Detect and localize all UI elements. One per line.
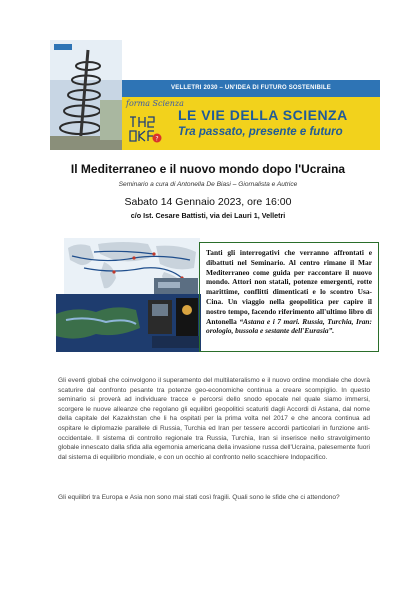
forma-scienza-logo <box>126 111 162 145</box>
seminar-summary-intro: Tanti gli interrogativi che verranno affrontati e dibattuti nel Seminario. Al centro rimane il Mar Mediterraneo come guida per raccontare il nuovo mondo. Attori non statali, potenze emergenti, rotte marittime, conflitti dimenticati e lo scontro Usa-Cina. Un viaggio nella geopolitica per capire il nostro tempo, facendo riferimento all'ultimo libro di Antonella <box>206 248 372 326</box>
shipping-routes-map-image <box>64 238 200 296</box>
event-date-time: Sabato 14 Gennaio 2023, ore 16:00 <box>124 196 292 208</box>
header-banner <box>50 40 380 150</box>
forma-scienza-logo-text: forma Scienza <box>126 99 184 108</box>
tower-photo <box>50 40 122 150</box>
series-subtitle: Tra passato, presente e futuro <box>178 126 343 138</box>
event-curator: Seminario a cura di Antonella De Biasi – Giornalista e Autrice <box>118 181 298 188</box>
series-banner <box>122 97 380 150</box>
closing-question: Gli equilibri tra Europa e Asia non sono mai stati così fragili. Quali sono le sfide che ci attendono? <box>58 494 340 501</box>
seminar-summary-box <box>199 242 379 352</box>
body-paragraph: Gli eventi globali che coinvolgono il superamento del multilateralismo e il nuovo ordine mondiale che dovrà scaturire dal confronto pesante tra potenze geo-economiche continua a creare scompiglio. In questo seminario si proverà ad individuare tracce e percorsi dello snodo epocale nel quale siamo immersi, scorgere le nuove alleanze che regolano gli equilibri geopolitici scaturiti dagli Accordi di Astana, dal nome della capitale del Kazakhstan che li ha ospitati per la prima volta nel 2017 e che ancora continua ad ospitare le diplomazie parallele di Russia, Turchia ed Iran per tessere accordi particolari in funzione anti-occidentale. Il sistema di controllo regionale tra Russia, Turchia, Iran si inserisce nello stravolgimento globale innescato dalla sfida alla egemonia americana della invasione russa dell'Ucraina, palesemente fuori dal sistema di equilibrio mondiale, e con un occhio al confronto nello scacchiere Indopacifico. <box>58 377 370 461</box>
event-title: Il Mediterraneo e il nuovo mondo dopo l'Ucraina <box>70 162 346 176</box>
series-title: LE VIE DELLA SCIENZA <box>178 107 348 123</box>
project-band-text: VELLETRI 2030 – UN'IDEA DI FUTURO SOSTENIBILE <box>171 85 331 91</box>
event-venue: c/o Ist. Cesare Battisti, via dei Lauri 1, Velletri <box>130 211 286 220</box>
book-title: “Astana e i 7 mari. Russia, Turchia, Iran: orologio, bussola e sestante dell'Eurasia”. <box>206 316 372 336</box>
project-band <box>122 80 380 97</box>
seminar-summary-text <box>206 248 372 336</box>
svg-text:?: ? <box>155 135 159 143</box>
mediterranean-books-image <box>56 294 201 352</box>
